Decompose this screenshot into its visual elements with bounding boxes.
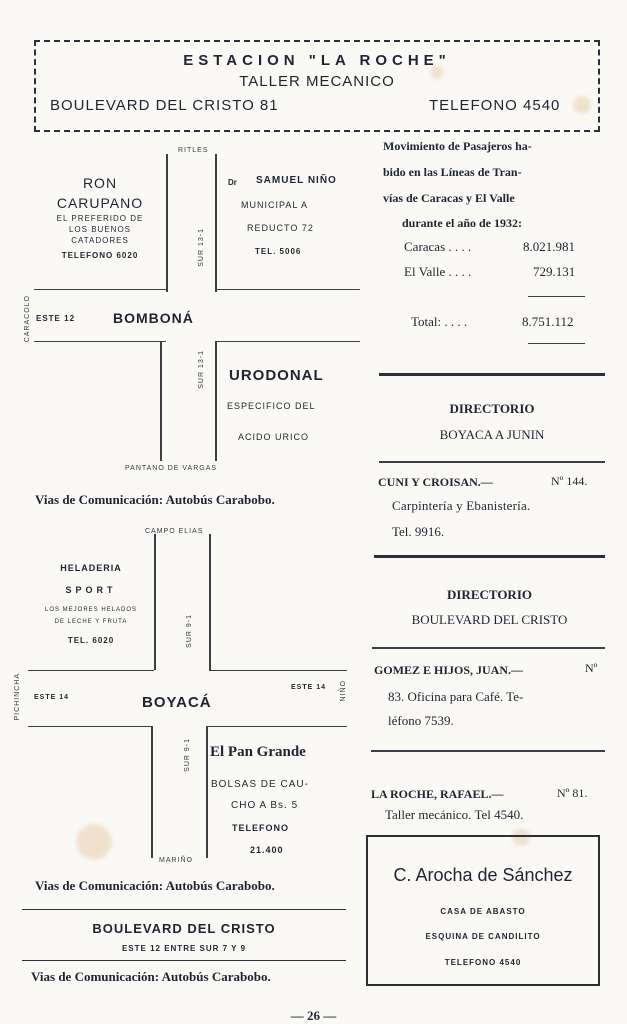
heladeria-name: SPORT	[65, 585, 117, 595]
este-right-2: ESTE 14	[291, 684, 327, 691]
street-label-bottom-2: MARIÑO	[159, 857, 193, 864]
movement-row-label-1: Caracas . . . .	[404, 239, 472, 254]
heladeria-title: HELADERIA	[60, 563, 122, 573]
bombona-label: BOMBONÁ	[113, 310, 194, 326]
movement-line2: bido en las Líneas de Tran-	[383, 165, 522, 179]
header-line2: TALLER MECANICO	[239, 73, 395, 90]
este-label: ESTE 12	[36, 314, 76, 323]
street-label-bottom: PANTANO DE VARGAS	[125, 465, 218, 472]
movement-sum-rule	[528, 296, 585, 297]
directory2-entry-divider	[371, 750, 605, 752]
street-line-bottom-right	[215, 341, 360, 342]
directory1-title: DIRECTORIO	[449, 401, 535, 416]
street-line-bottom-left-2	[28, 726, 152, 727]
top-map-vias: Vias de Comunicación: Autobús Carabobo.	[35, 492, 275, 507]
street-line-bottom-right-2	[206, 726, 347, 727]
directory1-entry-name: CUNI Y CROISAN.—	[378, 475, 493, 489]
doctor-line1: MUNICIPAL A	[241, 200, 309, 210]
movement-line1: Movimiento de Pasajeros ha-	[383, 139, 532, 153]
directory1-entry-line2: Carpintería y Ebanistería.	[392, 498, 531, 513]
section-divider-2	[374, 555, 605, 558]
movement-total-value: 8.751.112	[522, 314, 574, 329]
movement-line3: vías de Caracas y El Valle	[383, 191, 515, 205]
directory2-entry2-number: Nº 81.	[557, 786, 588, 800]
heladeria-line1: LOS MEJORES HELADOS	[44, 607, 138, 613]
pan-line1: BOLSAS DE CAU-	[211, 779, 309, 790]
ad-box-title: C. Arocha de Sánchez	[393, 865, 573, 885]
street-label-top-2: CAMPO ELIAS	[145, 528, 204, 535]
heladeria-phone: TEL. 6020	[67, 636, 115, 645]
ron-title: RON	[82, 175, 118, 191]
pan-line3: TELEFONO	[232, 823, 289, 833]
header-line1: ESTACION "LA ROCHE"	[183, 52, 451, 69]
ad-box-line1: CASA DE ABASTO	[440, 907, 526, 916]
header-address: BOULEVARD DEL CRISTO 81	[50, 97, 279, 114]
doctor-phone: TEL. 5006	[255, 247, 302, 256]
street-line-top-right-2	[209, 670, 347, 671]
directory2-entry1-line2: 83. Oficina para Café. Te-	[388, 689, 524, 704]
directory1-entry-line3: Tel. 9916.	[392, 524, 445, 539]
directory2-entry1-name: GOMEZ E HIJOS, JUAN.—	[374, 663, 524, 677]
street-label-sur-lower: SUR 13-1	[198, 350, 205, 389]
street-label-top: RITLES	[178, 147, 209, 154]
bottom-map-vias: Vias de Comunicación: Autobús Carabobo.	[35, 878, 275, 893]
street-line-top-left	[34, 289, 166, 290]
boulevard-title: BOULEVARD DEL CRISTO	[92, 921, 276, 936]
directory1-entry-number: Nº 144.	[551, 474, 588, 488]
street-line-right-upper-2	[209, 534, 211, 670]
directory2-title: DIRECTORIO	[446, 587, 532, 602]
street-label-sur-upper-2: SUR 9-1	[186, 614, 193, 648]
urodonal-title: URODONAL	[229, 367, 324, 384]
boulevard-subtitle: ESTE 12 ENTRE SUR 7 Y 9	[121, 944, 247, 953]
ron-phone: TELEFONO 6020	[61, 251, 139, 260]
street-label-sur-upper: SUR 13-1	[198, 228, 205, 267]
movement-row-value-1: 8.021.981	[523, 239, 575, 254]
ron-line1: EL PREFERIDO DE	[56, 214, 144, 223]
movement-total-rule	[528, 343, 585, 344]
street-line-left-lower-2	[151, 726, 153, 858]
ad-box-line3: TELEFONO 4540	[444, 958, 522, 967]
boulevard-vias: Vias de Comunicación: Autobús Carabobo.	[31, 969, 271, 984]
movement-total-label: Total: . . . .	[411, 314, 468, 329]
street-line-top-left-2	[28, 670, 154, 671]
directory2-entry2-name: LA ROCHE, RAFAEL.—	[371, 787, 504, 801]
directory2-rule	[372, 647, 605, 649]
street-line-left-lower	[160, 341, 162, 461]
street-label-right-2: NIÑO	[340, 680, 347, 702]
directory2-subtitle: BOULEVARD DEL CRISTO	[411, 612, 568, 627]
directory2-entry2-line2: Taller mecánico. Tel 4540.	[385, 807, 524, 822]
boulevard-bottom-rule	[22, 960, 346, 961]
street-label-left-2: PICHINCHA	[14, 673, 21, 721]
street-label-left: CARACOLO	[24, 295, 31, 343]
street-line-left-upper	[166, 154, 168, 292]
street-line-bottom-left	[34, 341, 166, 342]
ron-name: CARUPANO	[56, 195, 144, 211]
doctor-name: SAMUEL NIÑO	[256, 175, 337, 186]
urodonal-line1: ESPECIFICO DEL	[227, 401, 316, 411]
stain-mark	[76, 824, 112, 860]
page-number: — 26 —	[290, 1008, 337, 1023]
doctor-line2: REDUCTO 72	[247, 223, 314, 233]
pan-line2: CHO A Bs. 5	[231, 800, 299, 811]
urodonal-line2: ACIDO URICO	[238, 432, 310, 442]
directory2-entry1-line3: léfono 7539.	[388, 713, 454, 728]
directory1-rule	[379, 461, 605, 463]
boyaca-label: BOYACÁ	[142, 694, 212, 711]
ron-line3: CATADORES	[71, 236, 129, 245]
directory2-entry1-number: Nº	[585, 661, 598, 675]
pan-title: El Pan Grande	[210, 744, 306, 760]
este-left-2: ESTE 14	[34, 694, 70, 701]
street-line-right-lower	[215, 341, 217, 461]
movement-row-value-2: 729.131	[533, 264, 576, 279]
doctor-prefix: Dr	[228, 178, 237, 187]
ad-box-line2: ESQUINA DE CANDILITO	[425, 932, 541, 941]
street-line-right-upper	[215, 154, 217, 292]
street-line-top-right	[215, 289, 360, 290]
directory1-subtitle: BOYACA A JUNIN	[439, 427, 545, 442]
movement-line4: durante el año de 1932:	[402, 216, 522, 230]
movement-row-label-2: El Valle . . . .	[404, 264, 472, 279]
heladeria-line2: DE LECHE Y FRUTA	[54, 619, 128, 625]
section-divider-1	[379, 373, 605, 376]
header-phone: TELEFONO 4540	[429, 97, 561, 114]
street-label-sur-lower-2: SUR 9-1	[184, 738, 191, 772]
ron-line2: LOS BUENOS	[68, 225, 131, 234]
street-line-left-upper-2	[154, 534, 156, 670]
boulevard-top-rule	[22, 909, 346, 910]
street-line-right-lower-2	[206, 726, 208, 858]
pan-phone: 21.400	[250, 845, 284, 855]
